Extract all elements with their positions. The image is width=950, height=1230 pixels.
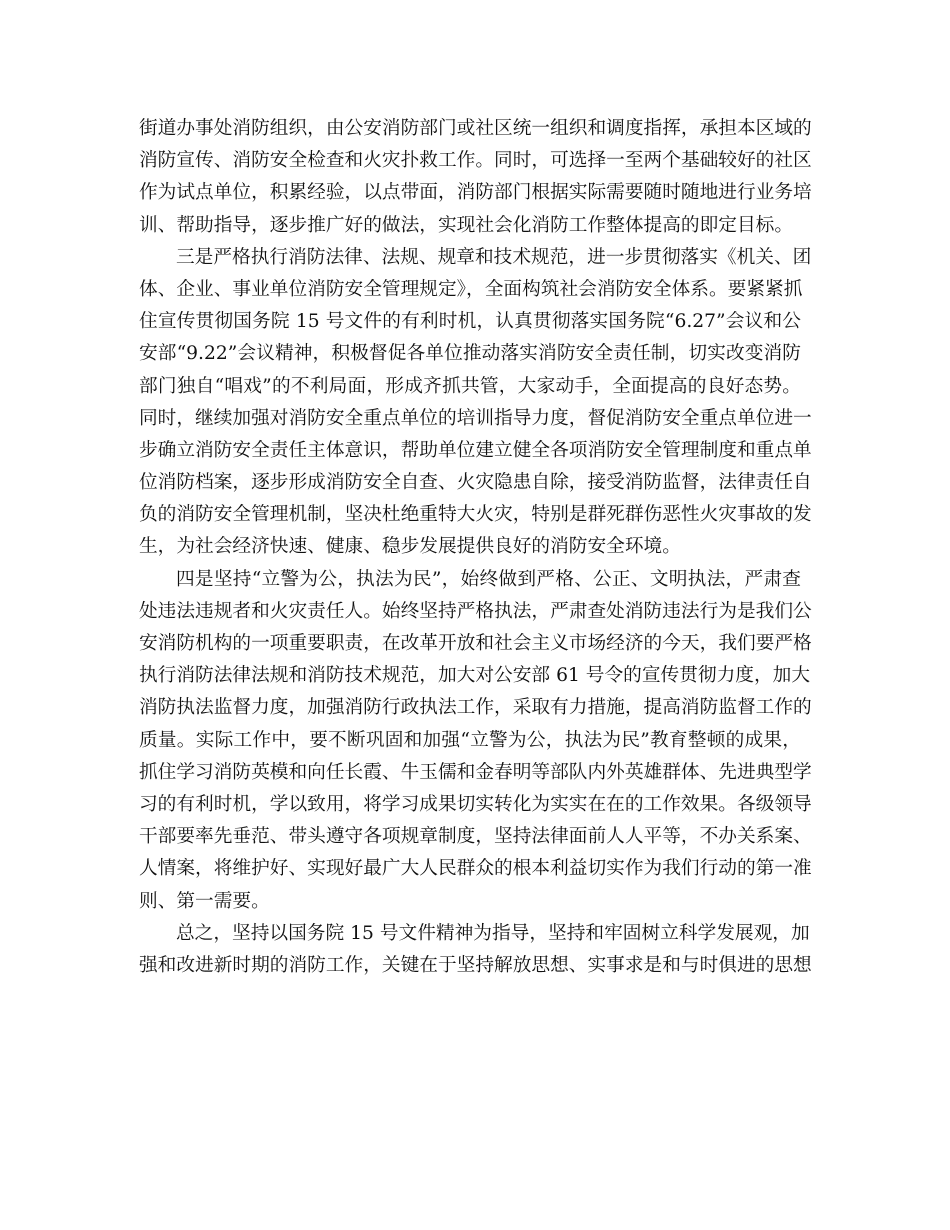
text-line: 体、企业、事业单位消防安全管理规定》，全面构筑社会消防安全体系。要紧紧抓 (139, 278, 803, 300)
text-line: 步确立消防安全责任主体意识，帮助单位建立健全各项消防安全管理制度和重点单 (139, 439, 812, 461)
text-line: 安消防机构的一项重要职责，在改革开放和社会主义市场经济的今天，我们要严格 (139, 633, 812, 654)
text-line: 执行消防法律法规和消防技术规范，加大对公安部 61 号令的宣传贯彻力度，加大 (139, 665, 811, 687)
text-line: 总之，坚持以国务院 15 号文件精神为指导，坚持和牢固树立科学发展观，加 (176, 922, 810, 944)
text-line: 同时，继续加强对消防安全重点单位的培训指导力度，督促消防安全重点单位进一 (139, 407, 812, 429)
text-line: 强和改进新时期的消防工作，关键在于坚持解放思想、实事求是和与时俱进的思想 (139, 954, 812, 976)
document-body (139, 113, 812, 982)
text-line: 干部要率先垂范、带头遵守各项规章制度，坚持法律面前人人平等，不办关系案、 (139, 826, 812, 848)
text-line: 住宣传贯彻国务院 15 号文件的有利时机，认真贯彻落实国务院“6.27”会议和公 (139, 311, 801, 333)
text-line: 四是坚持“立警为公，执法为民”，始终做到严格、公正、文明执法，严肃查 (176, 568, 801, 590)
text-line: 作为试点单位，积累经验，以点带面，消防部门根据实际需要随时随地进行业务培 (139, 182, 812, 204)
text-line: 人情案，将维护好、实现好最广大人民群众的根本利益切实作为我们行动的第一准 (139, 858, 812, 880)
text-line: 处违法违规者和火灾责任人。始终坚持严格执法，严肃查处消防违法行为是我们公 (139, 600, 812, 622)
text-line: 则、第一需要。 (139, 890, 270, 912)
text-line: 街道办事处消防组织，由公安消防部门或社区统一组织和调度指挥，承担本区域的 (139, 118, 812, 139)
text-line: 习的有利时机，学以致用，将学习成果切实转化为实实在在的工作效果。各级领导 (139, 793, 812, 815)
paragraph-community-fire-organization (139, 113, 812, 242)
text-line: 质量。实际工作中，要不断巩固和加强“立警为公，执法为民”教育整顿的成果， (139, 729, 801, 751)
text-line: 三是严格执行消防法律、法规、规章和技术规范，进一步贯彻落实《机关、团 (176, 246, 812, 268)
text-line: 负的消防安全管理机制，坚决杜绝重特大火灾，特别是群死群伤恶性火灾事故的发 (139, 504, 812, 526)
text-line: 消防宣传、消防安全检查和火灾扑救工作。同时，可选择一至两个基础较好的社区 (139, 150, 812, 172)
paragraph-conclusion (139, 918, 812, 982)
text-line: 位消防档案，逐步形成消防安全自查、火灾隐患自除，接受消防监督，法律责任自 (139, 472, 812, 494)
paragraph-point-three (139, 242, 812, 564)
text-line: 生，为社会经济快速、健康、稳步发展提供良好的消防安全环境。 (139, 536, 681, 558)
text-line: 安部“9.22”会议精神，积极督促各单位推动落实消防安全责任制，切实改变消防 (139, 343, 801, 365)
text-line: 抓住学习消防英模和向任长霞、牛玉儒和金春明等部队内外英雄群体、先进典型学 (139, 761, 812, 783)
paragraph-point-four (139, 564, 812, 918)
text-line: 训、帮助指导，逐步推广好的做法，实现社会化消防工作整体提高的即定目标。 (139, 214, 794, 236)
text-line: 部门独自“唱戏”的不利局面，形成齐抓共管，大家动手，全面提高的良好态势。 (139, 375, 801, 397)
text-line: 消防执法监督力度，加强消防行政执法工作，采取有力措施，提高消防监督工作的 (139, 697, 812, 719)
